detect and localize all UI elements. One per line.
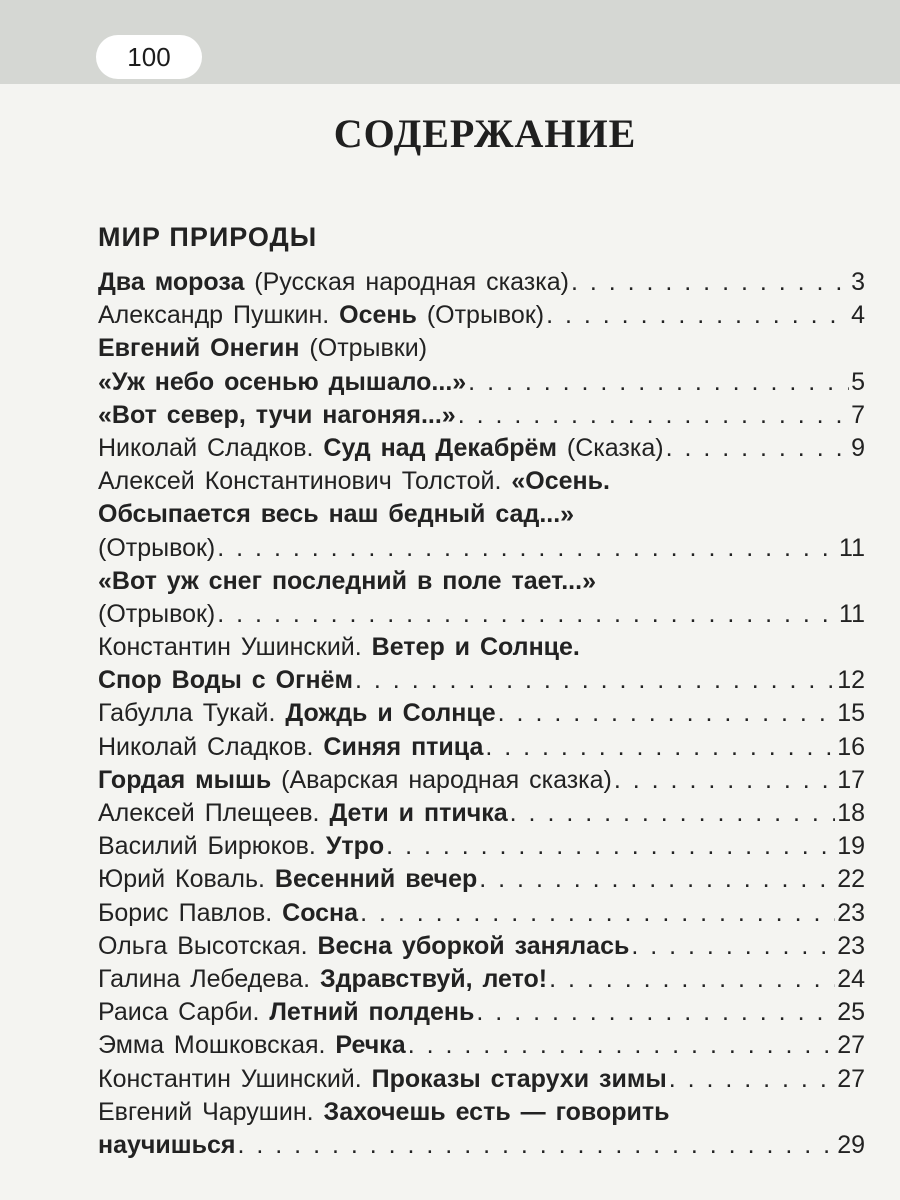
author-or-note: Раиса Сарби.	[98, 998, 270, 1027]
author-or-note: Александр Пушкин.	[98, 301, 340, 330]
author-or-note: Константин Ушинский.	[98, 1064, 372, 1093]
toc-entry-text	[98, 697, 496, 730]
work-title: Осень	[339, 301, 417, 330]
work-title: научишься	[98, 1130, 236, 1159]
toc-entry-text	[98, 565, 596, 598]
dot-leader	[631, 930, 835, 963]
toc-line	[98, 432, 865, 465]
dot-leader	[571, 266, 849, 299]
toc-entry-text	[98, 299, 544, 332]
author-or-note: Борис Павлов.	[98, 898, 283, 927]
toc-entry-text	[98, 399, 456, 432]
author-or-note: (Русская народная сказка)	[244, 268, 569, 296]
toc-line	[98, 797, 865, 830]
toc-line	[98, 266, 865, 299]
toc-entry-text	[98, 366, 466, 399]
toc-page-number: 15	[837, 699, 865, 728]
author-or-note: Габулла Тукай.	[98, 699, 286, 728]
work-title: Суд над Декабрём	[323, 433, 557, 462]
toc-line	[98, 930, 865, 963]
work-title: Дети и птичка	[329, 799, 508, 827]
work-title: «Вот уж снег последний в поле тает...»	[98, 566, 596, 595]
work-title: Утро	[325, 832, 385, 861]
toc-entry-text	[98, 830, 384, 863]
dot-leader	[546, 299, 849, 332]
toc-page-number: 17	[837, 765, 865, 794]
toc-entry-text	[98, 797, 508, 830]
toc-line	[98, 399, 865, 432]
page-number: 100	[96, 35, 202, 79]
toc-entry-text	[98, 1063, 667, 1096]
author-or-note: Константин Ушинский.	[98, 633, 372, 662]
toc-page-number: 11	[839, 533, 865, 562]
toc-page-number: 18	[837, 799, 865, 827]
work-title: Обсыпается весь наш бедный сад...»	[98, 500, 575, 529]
toc-line	[98, 1129, 865, 1162]
toc-entry-text	[98, 731, 483, 764]
toc-entry-text	[98, 1096, 670, 1129]
toc-entry-text	[98, 897, 358, 930]
toc-entry-text	[98, 332, 427, 365]
dot-leader	[614, 764, 835, 797]
author-or-note: (Отрывки)	[299, 334, 428, 363]
author-or-note: Ольга Высотская.	[98, 931, 318, 960]
work-title: «Осень.	[511, 467, 610, 496]
author-or-note: Эмма Мошковская.	[98, 1031, 336, 1060]
toc-page-number: 23	[837, 931, 865, 960]
work-title: Ветер и Солнце.	[371, 633, 580, 662]
toc-entry-text	[98, 631, 580, 664]
toc-line	[98, 697, 865, 730]
dot-leader	[360, 897, 835, 930]
toc-line	[98, 565, 865, 598]
author-or-note: Алексей Константинович Толстой.	[98, 467, 512, 496]
toc-line	[98, 996, 865, 1029]
dot-leader	[468, 366, 849, 399]
toc-entry-text	[98, 266, 569, 299]
dot-leader	[669, 1063, 836, 1096]
toc-page-number: 5	[851, 367, 865, 396]
work-title: Весенний вечер	[274, 865, 478, 894]
dot-leader	[458, 399, 849, 432]
dot-leader	[485, 731, 835, 764]
toc-entry-text	[98, 432, 664, 465]
toc-line	[98, 332, 865, 365]
work-title: Весна уборкой занялась	[317, 931, 630, 960]
toc-line	[98, 1029, 865, 1062]
work-title: Гордая мышь	[98, 765, 272, 794]
toc-page-number: 27	[837, 1031, 865, 1060]
toc-page-number: 3	[851, 268, 865, 296]
toc-line	[98, 465, 865, 498]
work-title: Речка	[335, 1031, 406, 1060]
dot-leader	[479, 863, 835, 896]
dot-leader	[386, 830, 835, 863]
toc-line	[98, 598, 865, 631]
toc-line	[98, 1063, 865, 1096]
toc-page-number: 16	[837, 732, 865, 761]
author-or-note: Василий Бирюков.	[98, 832, 326, 861]
dot-leader	[498, 697, 836, 730]
dot-leader	[510, 797, 836, 830]
dot-leader	[666, 432, 850, 465]
dot-leader	[549, 963, 835, 996]
toc-entry-text	[98, 963, 547, 996]
work-title: Захочешь есть — говорить	[323, 1097, 670, 1126]
toc-line	[98, 863, 865, 896]
author-or-note: (Отрывок)	[98, 533, 216, 562]
toc-entry-text	[98, 996, 474, 1029]
toc-line	[98, 366, 865, 399]
work-title: Спор Воды с Огнём	[98, 666, 354, 695]
toc-entry-text	[98, 863, 477, 896]
dot-leader	[217, 598, 837, 631]
toc-page-number: 19	[837, 832, 865, 861]
author-or-note: (Отрывок)	[98, 599, 216, 628]
author-or-note: (Сказка)	[556, 433, 664, 462]
toc-line	[98, 299, 865, 332]
toc-entry-text	[98, 764, 612, 797]
toc-line	[98, 830, 865, 863]
toc-page-number: 29	[837, 1130, 865, 1159]
dot-leader	[238, 1129, 836, 1162]
dot-leader	[355, 664, 835, 697]
work-title: Синяя птица	[323, 732, 484, 761]
toc-line	[98, 731, 865, 764]
author-or-note: Николай Сладков.	[98, 433, 324, 462]
toc-entry-text	[98, 498, 574, 531]
toc-line	[98, 498, 865, 531]
toc-line	[98, 664, 865, 697]
toc-page-number: 22	[837, 865, 865, 894]
toc-line	[98, 897, 865, 930]
toc-entry-text	[98, 930, 629, 963]
work-title: Здравствуй, лето!	[319, 964, 548, 993]
author-or-note: (Отрывок)	[416, 301, 545, 330]
toc-page-number: 27	[837, 1064, 865, 1093]
author-or-note: (Аварская народная сказка)	[271, 765, 612, 794]
toc-line	[98, 532, 865, 565]
dot-leader	[217, 532, 837, 565]
work-title: Евгений Онегин	[98, 334, 300, 363]
toc-entry-text	[98, 664, 353, 697]
toc-entry-text	[98, 465, 610, 498]
author-or-note: Николай Сладков.	[98, 732, 324, 761]
section-heading: МИР ПРИРОДЫ	[98, 222, 318, 252]
author-or-note: Евгений Чарушин.	[98, 1097, 324, 1126]
toc-entry-text	[98, 1129, 236, 1162]
work-title: Сосна	[282, 898, 359, 927]
toc-page-number: 9	[851, 433, 865, 462]
toc-entry-text	[98, 1029, 406, 1062]
toc-page-number: 23	[837, 898, 865, 927]
toc-page-number: 7	[851, 400, 865, 429]
toc-page-number: 25	[837, 998, 865, 1027]
toc-page-number: 11	[839, 599, 865, 628]
toc-line	[98, 1096, 865, 1129]
author-or-note: Алексей Плещеев.	[98, 799, 330, 827]
toc-page-number: 12	[837, 666, 865, 695]
work-title: Два мороза	[98, 268, 245, 296]
toc-entry-text	[98, 532, 215, 565]
toc-page-number: 24	[837, 964, 865, 993]
work-title: «Уж небо осенью дышало...»	[98, 367, 467, 396]
work-title: Проказы старухи зимы	[371, 1064, 667, 1093]
toc-page-number: 4	[851, 301, 865, 330]
toc-line	[98, 963, 865, 996]
work-title: Летний полдень	[269, 998, 475, 1027]
work-title: Дождь и Солнце	[285, 699, 496, 728]
page-title: СОДЕРЖАНИЕ	[333, 111, 637, 156]
work-title: «Вот север, тучи нагоняя...»	[98, 400, 456, 429]
toc-line	[98, 764, 865, 797]
author-or-note: Галина Лебедева.	[98, 964, 320, 993]
table-of-contents	[98, 266, 865, 1162]
toc-entry-text	[98, 598, 215, 631]
toc-line	[98, 631, 865, 664]
author-or-note: Юрий Коваль.	[98, 865, 275, 894]
dot-leader	[408, 1029, 836, 1062]
dot-leader	[476, 996, 835, 1029]
